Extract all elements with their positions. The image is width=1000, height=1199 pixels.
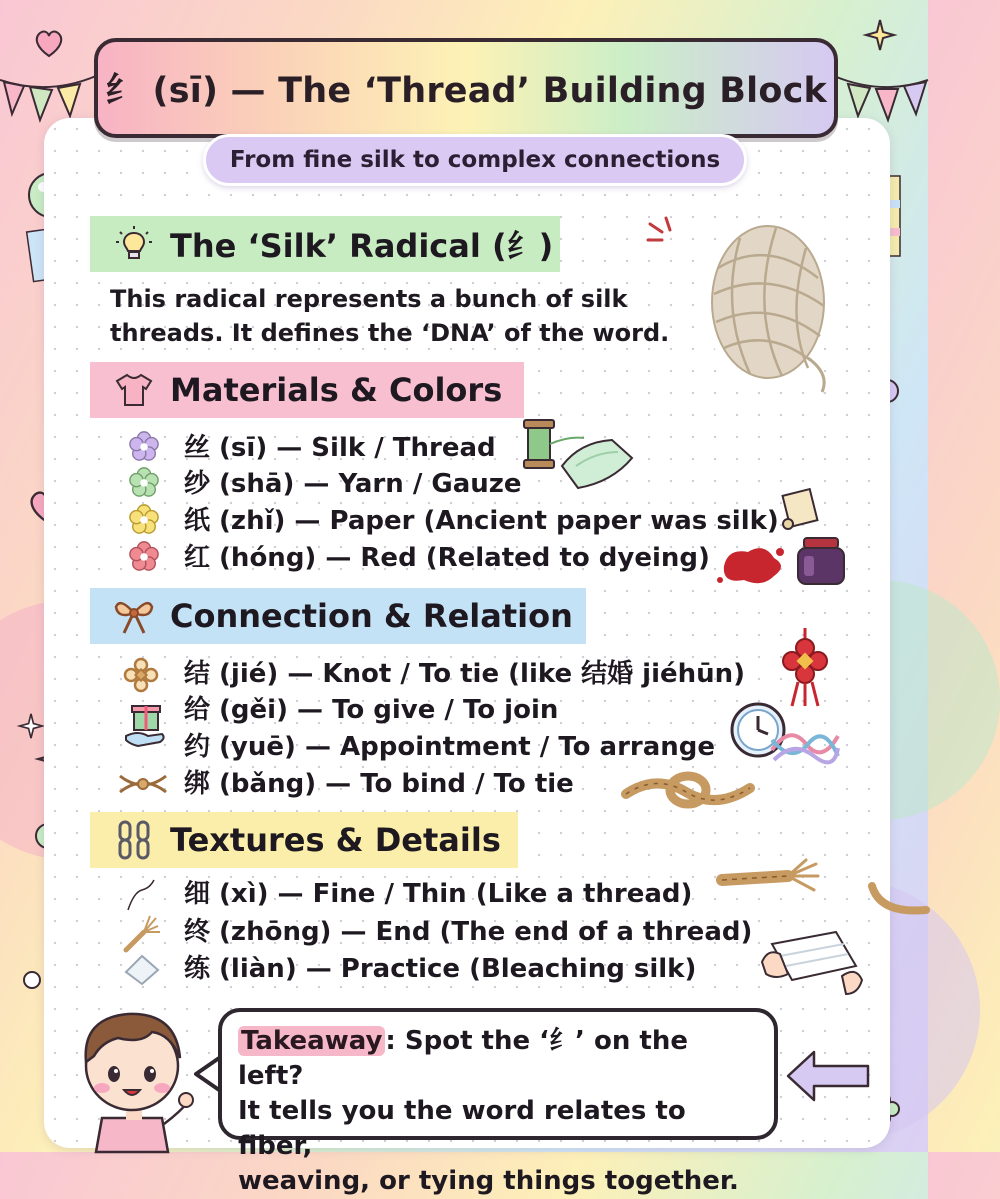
- lightbulb-icon: [112, 223, 156, 265]
- takeaway-line: [238, 1024, 758, 1094]
- flower-bullet-icon: [128, 503, 160, 535]
- gift-box-icon: [124, 700, 168, 750]
- flower-bullet-icon: [128, 540, 160, 572]
- list-item: 红 (hóng) — Red (Related to dyeing): [184, 543, 710, 573]
- chinese-knot-icon: [120, 654, 162, 696]
- paper-scroll-icon: [778, 486, 822, 532]
- section-heading-label: Materials & Colors: [170, 371, 503, 409]
- red-dye-splash-icon: [714, 540, 788, 590]
- fabric-cloth-icon: [556, 436, 636, 492]
- list-item: 纸 (zhǐ) — Paper (Ancient paper was silk): [184, 506, 779, 536]
- section-heading-label: The ‘Silk’ Radical (纟): [170, 227, 554, 265]
- takeaway-line: It tells you the word relates to fiber,: [238, 1096, 686, 1161]
- flower-bullet-icon: [128, 430, 160, 462]
- list-item: 终 (zhōng) — End (The end of a thread): [184, 917, 753, 947]
- list-item: 结 (jié) — Knot / To tie (like 结婚 jiéhūn): [184, 659, 746, 689]
- section-heading-connection: [90, 588, 586, 644]
- list-item: 绑 (bǎng) — To bind / To tie: [184, 769, 574, 799]
- bow-icon: [112, 595, 156, 637]
- silk-description-line: This radical represents a bunch of silk: [110, 285, 628, 313]
- page-title: 纟 (sī) — The ‘Thread’ Building Block: [104, 71, 828, 111]
- chinese-red-knot-icon: [774, 628, 836, 708]
- list-item: 给 (gěi) — To give / To join: [184, 695, 559, 725]
- intertwined-threads-icon: [770, 720, 840, 770]
- white-cloth-icon: [122, 952, 162, 988]
- yarn-ball-icon: [690, 198, 840, 398]
- silk-description-line: threads. It defines the ‘DNA’ of the word.: [110, 319, 670, 347]
- takeaway-line: weaving, or tying things together.: [238, 1166, 739, 1196]
- title-banner: [94, 38, 838, 138]
- section-heading-label: Connection & Relation: [170, 597, 573, 635]
- takeaway-text: : Spot the ‘纟’ on the left?: [238, 1026, 688, 1091]
- flower-bullet-icon: [128, 466, 160, 498]
- list-item: 纱 (shā) — Yarn / Gauze: [184, 469, 522, 499]
- arrow-left-icon: [784, 1046, 872, 1106]
- sparkle-icon: [864, 18, 896, 52]
- sparkle-icon: [18, 712, 44, 740]
- list-item: 细 (xì) — Fine / Thin (Like a thread): [184, 879, 693, 909]
- tshirt-icon: [112, 369, 156, 411]
- subtitle-pill: From fine silk to complex connections: [203, 134, 747, 186]
- section-heading-silk: [90, 216, 560, 272]
- chain-icon: [112, 819, 156, 861]
- frayed-thread-end-icon: [122, 914, 162, 954]
- motion-lines-decoration: [644, 214, 690, 254]
- silk-description: [110, 282, 690, 350]
- list-item: 练 (liàn) — Practice (Bleaching silk): [184, 954, 697, 984]
- heart-icon: [32, 28, 66, 58]
- fine-thread-icon: [124, 878, 158, 914]
- bubble-icon: [22, 970, 42, 990]
- frayed-rope-icon: [718, 858, 822, 898]
- folded-cloth-hands-icon: [758, 914, 866, 1000]
- takeaway-label: Takeaway: [238, 1026, 385, 1056]
- rope-end-icon: [866, 880, 928, 920]
- section-heading-textures: [90, 812, 518, 868]
- takeaway-speech-bubble: [218, 1008, 778, 1196]
- ink-jar-icon: [790, 534, 852, 590]
- section-heading-label: Textures & Details: [170, 821, 501, 859]
- section-heading-materials: [90, 362, 524, 418]
- rope-knot-icon: [620, 766, 756, 816]
- list-item: 丝 (sī) — Silk / Thread: [184, 433, 496, 463]
- list-item: 约 (yuē) — Appointment / To arrange: [184, 732, 716, 762]
- tied-rope-icon: [118, 768, 168, 800]
- cartoon-boy-avatar: [72, 1000, 196, 1152]
